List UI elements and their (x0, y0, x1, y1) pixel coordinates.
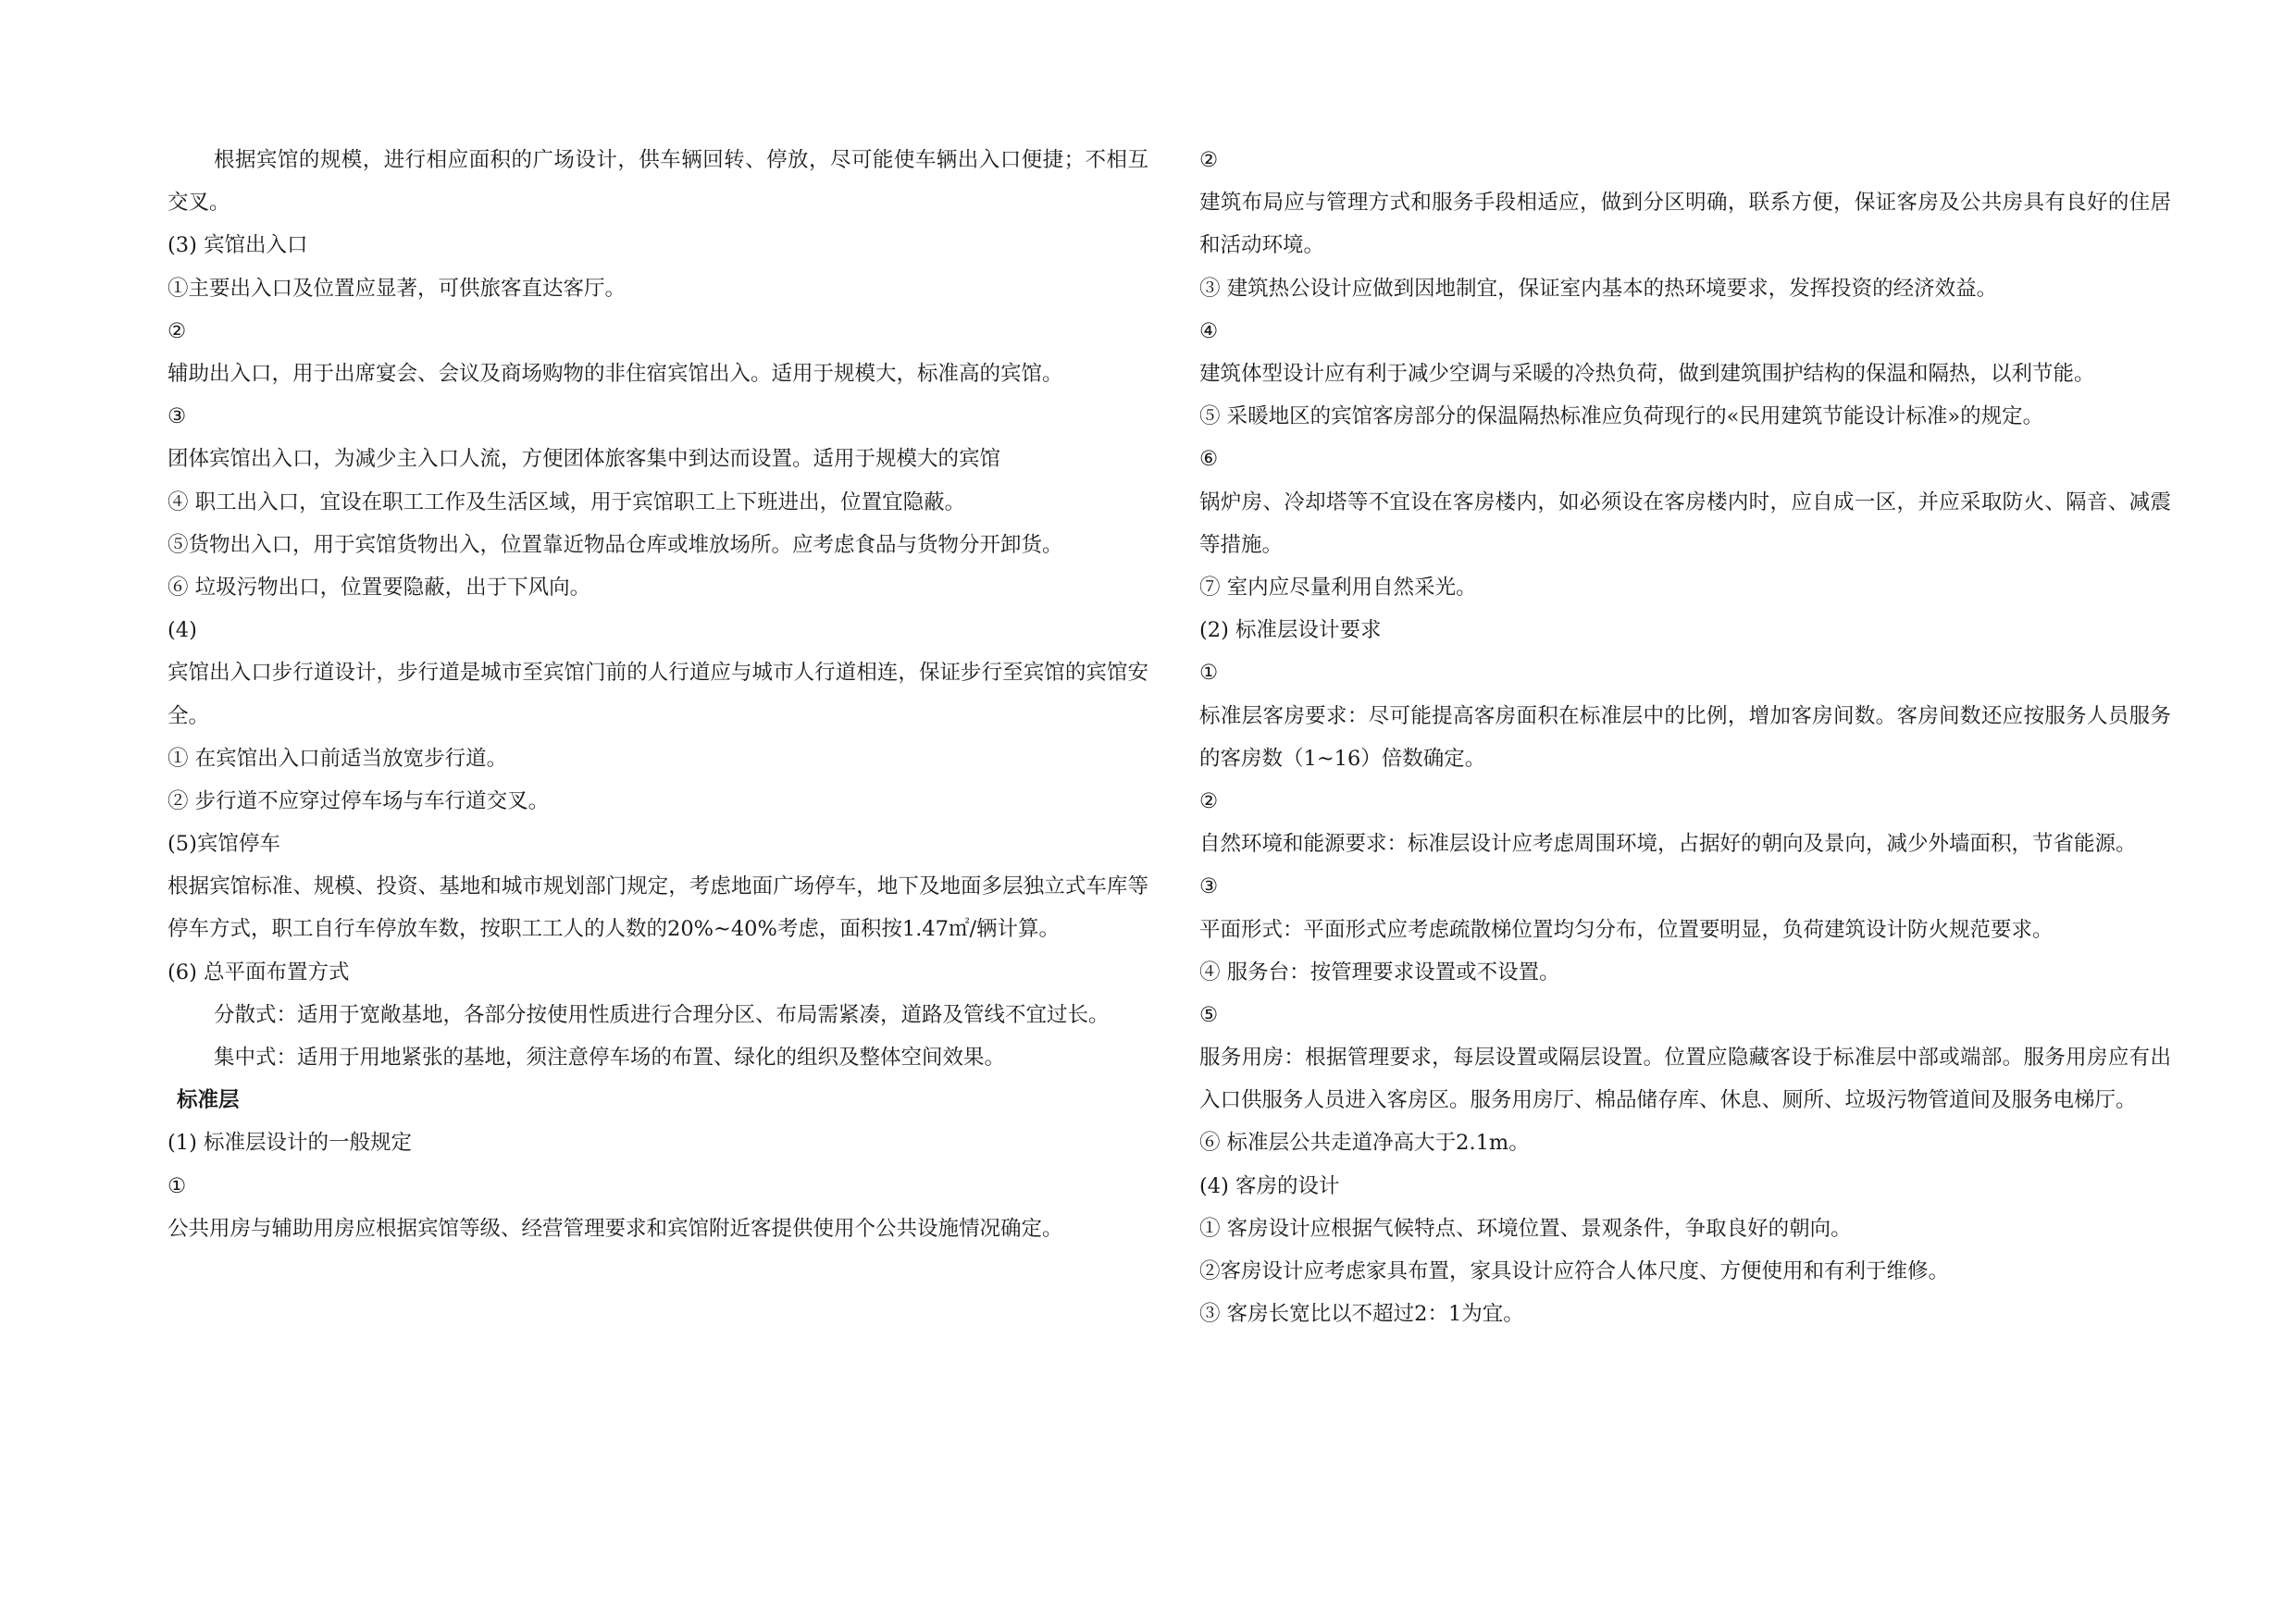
paragraph: 根据宾馆的规模，进行相应面积的广场设计，供车辆回转、停放，尽可能使车辆出入口便捷；不相互交叉。 (168, 148, 1148, 216)
paragraph: 团体宾馆出入口，为减少主入口人流，方便团体旅客集中到达而设置。适用于规模大的宾馆 (168, 447, 1001, 472)
paragraph: 公共用房与辅助用房应根据宾馆等级、经营管理要求和宾馆附近客提供使用个公共设施情况确定。 (168, 1216, 1063, 1241)
paragraph: 平面形式：平面形式应考虑疏散梯位置均匀分布，位置要明显，负荷建筑设计防火规范要求。 (1199, 917, 2054, 942)
paragraph: 宾馆出入口步行道设计，步行道是城市至宾馆门前的人行道应与城市人行道相连，保证步行至宾馆的宾馆安全。 (168, 661, 1148, 728)
list-item: ①主要出入口及位置应显著，可供旅客直达客厅。 (168, 276, 627, 301)
list-item: ⑤货物出入口，用于宾馆货物出入，位置靠近物品仓库或堆放场所。应考虑食品与货物分开卸货。 (168, 532, 1063, 557)
section-title: (4) 客房的设计 (1199, 1173, 1340, 1198)
list-item: ⑥ 垃圾污物出口，位置要隐蔽，出于下风向。 (168, 575, 591, 600)
paragraph: 根据宾馆标准、规模、投资、基地和城市规划部门规定，考虑地面广场停车，地下及地面多层独立式车库等停车方式，职工自行车停放车数，按职工工人的人数的20%~40%考虑，面积按1.47㎡/辆计算。 (168, 874, 1148, 942)
list-item: ② 步行道不应穿过停车场与车行道交叉。 (168, 788, 550, 813)
list-item: ④ 职工出入口，宜设在职工工作及生活区域，用于宾馆职工上下班进出，位置宜隐蔽。 (168, 489, 966, 514)
list-item: ① 在宾馆出入口前适当放宽步行道。 (168, 746, 508, 771)
list-item: ⑦ 室内应尽量利用自然采光。 (1199, 575, 1477, 600)
list-marker: (4) (168, 618, 197, 643)
list-marker: ② (168, 318, 187, 343)
list-marker: ⑤ (1199, 1002, 1219, 1027)
paragraph: 辅助出入口，用于出席宴会、会议及商场购物的非住宿宾馆出入。适用于规模大，标准高的宾馆。 (168, 361, 1063, 386)
list-marker: ② (1199, 148, 1219, 172)
section-title: (6) 总平面布置方式 (168, 960, 350, 985)
left-column (168, 139, 1148, 1250)
paragraph: 自然环境和能源要求：标准层设计应考虑周围环境，占据好的朝向及景向，减少外墙面积，节省能源。 (1199, 832, 2137, 857)
paragraph: 建筑体型设计应有利于减少空调与采暖的冷热负荷，做到建筑围护结构的保温和隔热，以利节能。 (1199, 361, 2095, 386)
paragraph: 分散式：适用于宽敞基地，各部分按使用性质进行合理分区、布局需紧凑，道路及管线不宜过长。 (214, 1002, 1110, 1027)
list-item: ① 客房设计应根据气候特点、环境位置、景观条件，争取良好的朝向。 (1199, 1216, 1852, 1241)
heading-standard-floor: 标准层 (177, 1088, 240, 1113)
list-marker: ③ (1199, 874, 1219, 899)
list-marker: ④ (1199, 318, 1219, 343)
right-column (1199, 139, 2171, 1335)
paragraph: 服务用房：根据管理要求，每层设置或隔层设置。位置应隐藏客设于标准层中部或端部。服务用房应有出入口供服务人员进入客房区。服务用房厅、棉品储存库、休息、厕所、垃圾污物管道间及服务电梯厅。 (1199, 1046, 2171, 1113)
paragraph: 锅炉房、冷却塔等不宜设在客房楼内，如必须设在客房楼内时，应自成一区，并应采取防火、隔音、减震等措施。 (1199, 489, 2171, 557)
paragraph: 集中式：适用于用地紧张的基地，须注意停车场的布置、绿化的组织及整体空间效果。 (214, 1046, 1006, 1071)
list-marker: ① (168, 1173, 187, 1198)
section-title: (2) 标准层设计要求 (1199, 618, 1382, 643)
list-marker: ⑥ (1199, 447, 1219, 472)
list-item: ③ 客房长宽比以不超过2：1为宜。 (1199, 1302, 1524, 1327)
list-item: ④ 服务台：按管理要求设置或不设置。 (1199, 960, 1560, 985)
section-title: (5)宾馆停车 (168, 832, 280, 857)
list-item: ③ 建筑热公设计应做到因地制宜，保证室内基本的热环境要求，发挥投资的经济效益。 (1199, 276, 1998, 301)
paragraph: 标准层客房要求：尽可能提高客房面积在标准层中的比例，增加客房间数。客房间数还应按服务人员服务的客房数（1~16）倍数确定。 (1199, 703, 2171, 771)
paragraph: 建筑布局应与管理方式和服务手段相适应，做到分区明确，联系方便，保证客房及公共房具有良好的住居和活动环境。 (1199, 191, 2171, 258)
list-marker: ② (1199, 788, 1219, 813)
section-title: (3) 宾馆出入口 (168, 233, 308, 258)
section-title: (1) 标准层设计的一般规定 (168, 1131, 413, 1156)
list-item: ⑥ 标准层公共走道净高大于2.1m。 (1199, 1131, 1530, 1156)
list-marker: ① (1199, 661, 1219, 686)
list-marker: ③ (168, 404, 187, 429)
list-item: ②客房设计应考虑家具布置，家具设计应符合人体尺度、方便使用和有利于维修。 (1199, 1259, 1950, 1284)
list-item: ⑤ 采暖地区的宾馆客房部分的保温隔热标准应负荷现行的«民用建筑节能设计标准»的规定。 (1199, 404, 2044, 429)
